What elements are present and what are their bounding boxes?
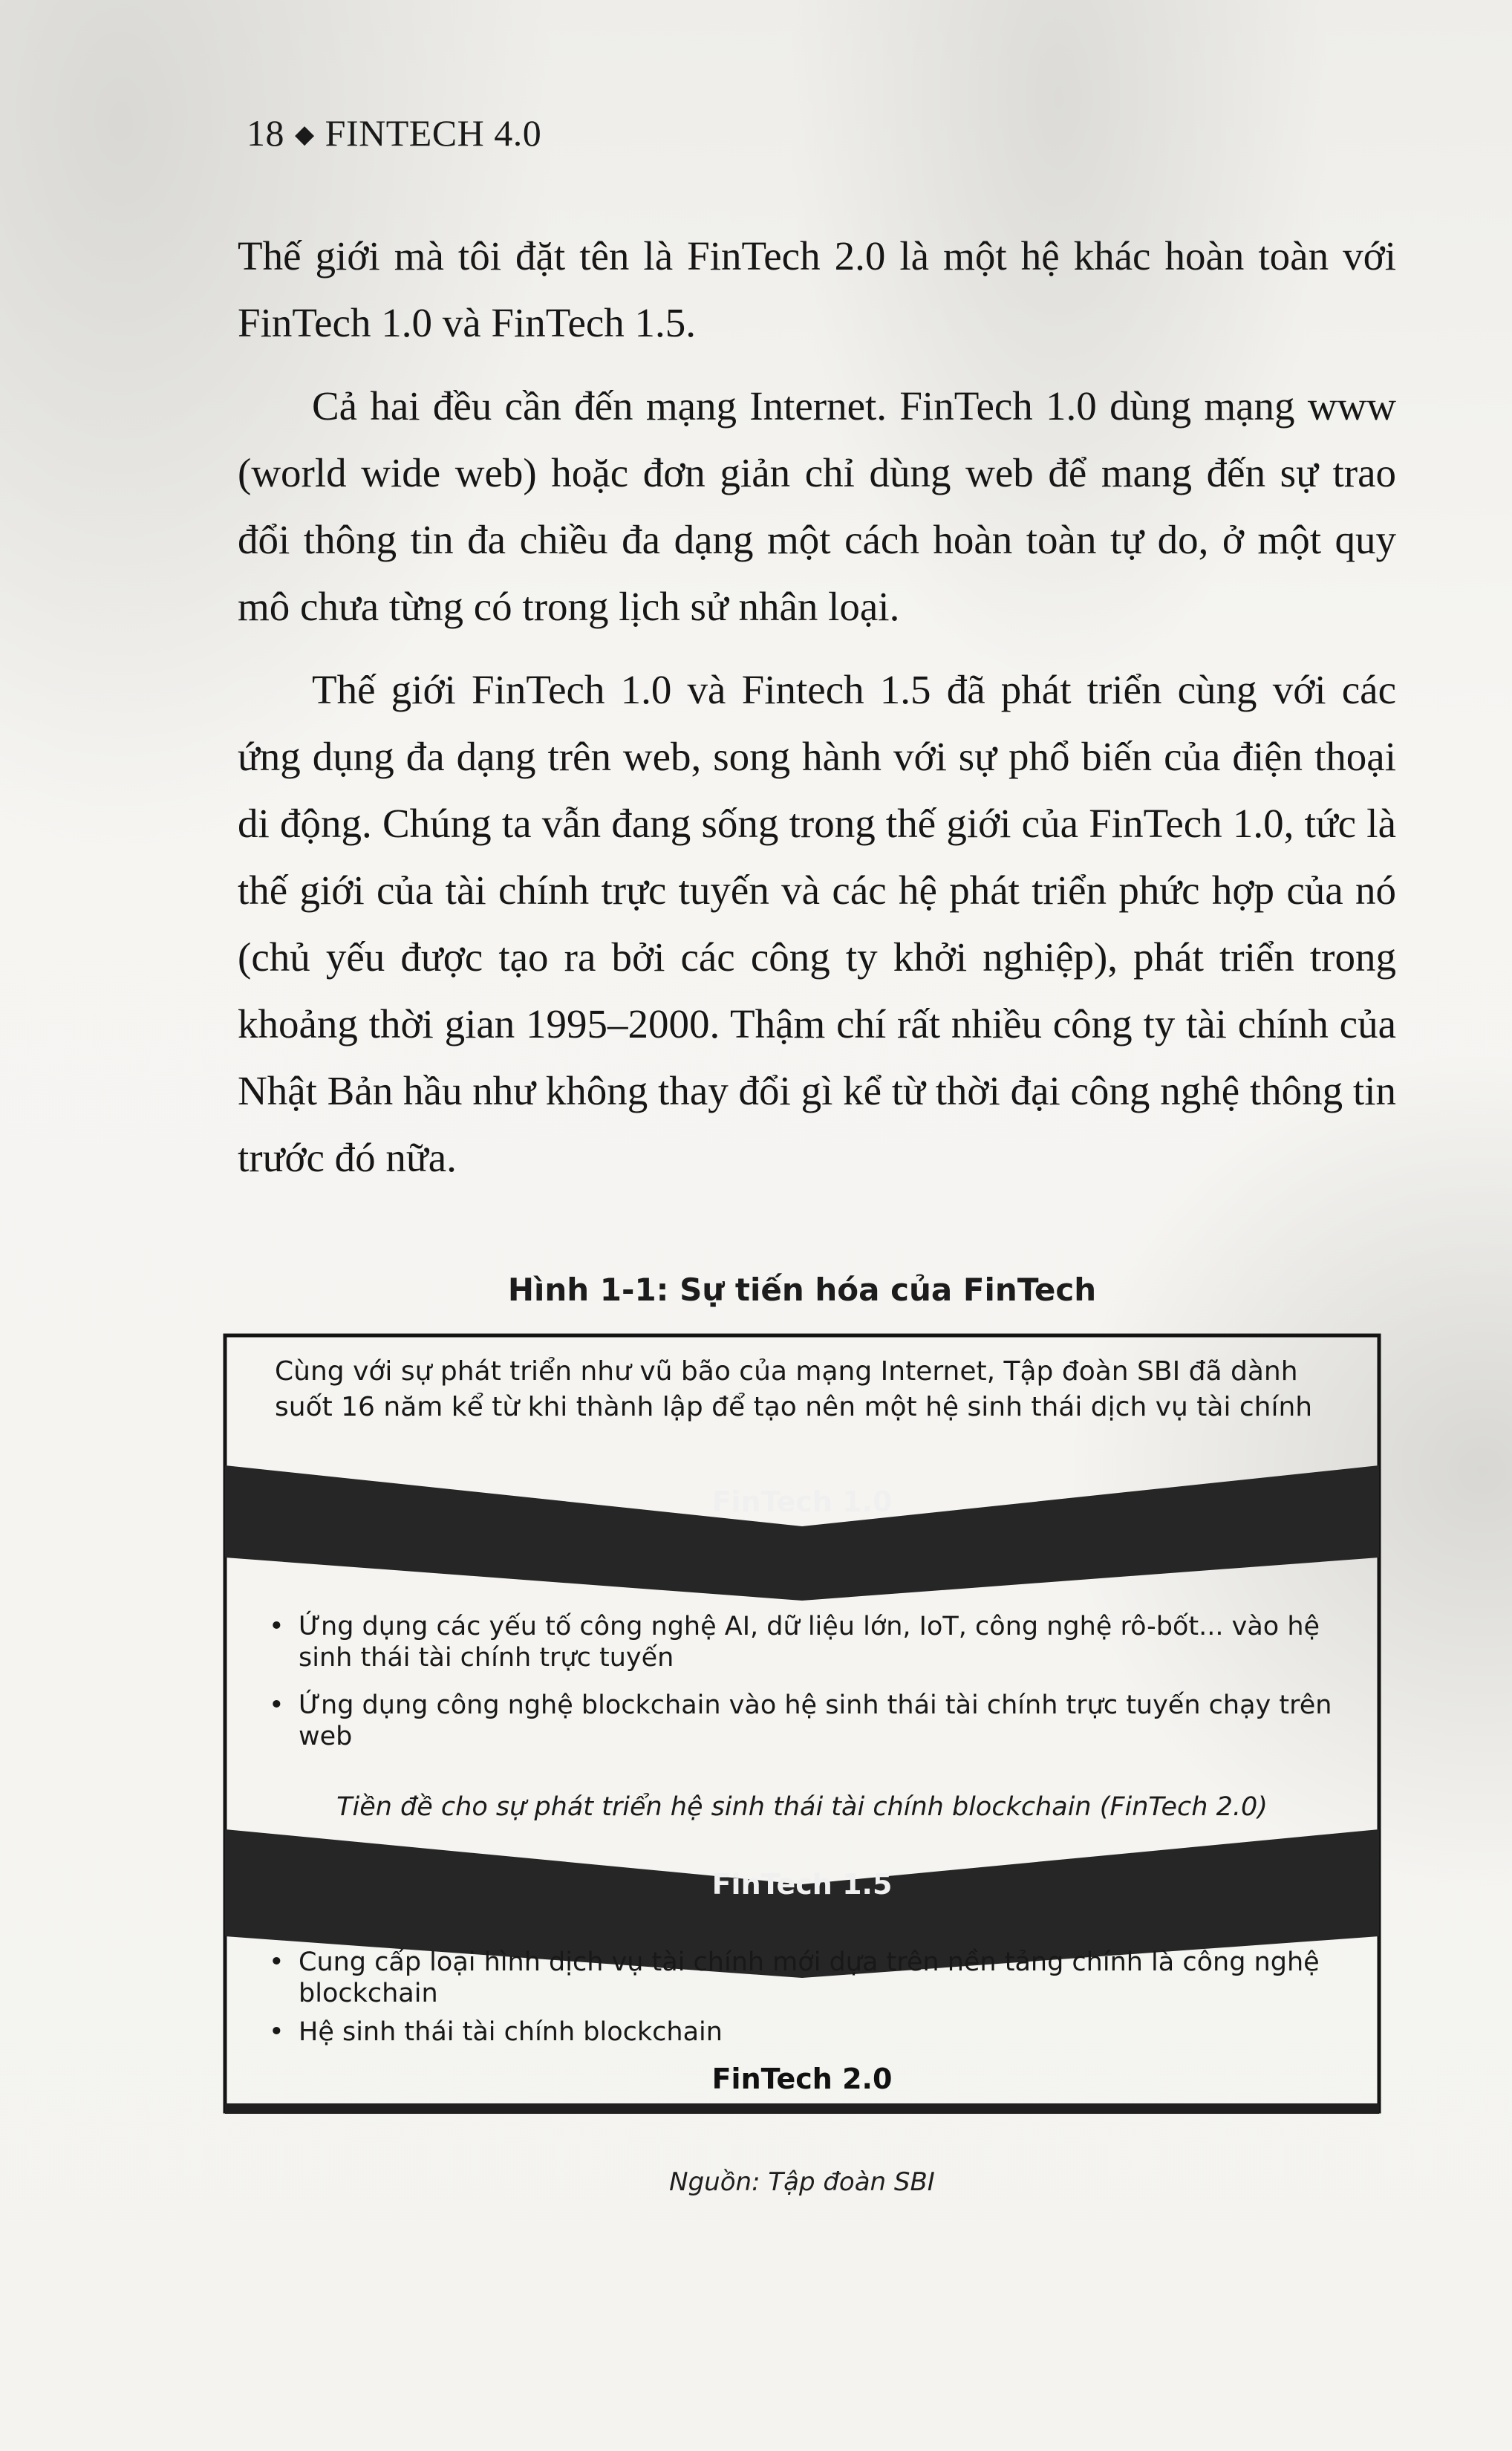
paragraph-2: Cả hai đều cần đến mạng Internet. FinTech 1.0 dùng mạng www (world wide web) hoặc đơn giản chỉ dùng web để mang đến sự trao đổi thông tin đa chiều đa dạng một cách hoàn toàn tự do, ở một quy mô chưa từng có trong lịch sử nhân loại. (238, 383, 1396, 629)
paragraph-1: Thế giới mà tôi đặt tên là FinTech 2.0 là một hệ khác hoàn toàn với FinTech 1.0 và FinTech 1.5. (238, 233, 1396, 345)
stage1-text-line1: Cùng với sự phát triển như vũ bão của mạng Internet, Tập đoàn SBI đã dành (275, 1356, 1298, 1387)
stage2-bullet-1: • Ứng dụng các yếu tố công nghệ AI, dữ liệu lớn, IoT, công nghệ rô-bốt... vào hệ sinh thái tài chính trực tuyến (266, 1611, 1335, 1673)
stage2-bullet-2: • Ứng dụng công nghệ blockchain vào hệ sinh thái tài chính trực tuyến chạy trên web (266, 1690, 1335, 1752)
body-text (238, 223, 1396, 1208)
bottom-rule (225, 2103, 1379, 2114)
stage3-bullets (266, 1947, 1335, 2064)
figure-source: Nguồn: Tập đoàn SBI (669, 2167, 935, 2197)
figure-title: Hình 1-1: Sự tiến hóa của FinTech (507, 1272, 1097, 1308)
stage3-bullet-2: • Hệ sinh thái tài chính blockchain (266, 2017, 1335, 2048)
diamond-separator-icon: ◆ (295, 121, 315, 149)
label-fintech-1-5: FinTech 1.5 (711, 1868, 893, 1901)
premise-text: Tiền đề cho sự phát triển hệ sinh thái tài chính blockchain (FinTech 2.0) (336, 1792, 1268, 1822)
running-head (247, 111, 541, 154)
book-title: FINTECH 4.0 (325, 112, 542, 154)
paragraph-3: Thế giới FinTech 1.0 và Fintech 1.5 đã phát triển cùng với các ứng dụng đa dạng trên web, song hành với sự phổ biến của điện thoại di động. Chúng ta vẫn đang sống trong thế giới của FinTech 1.0, tức là thế giới của tài chính trực tuyến và các hệ phát triển phức hợp của nó (chủ yếu được tạo ra bởi các công ty khởi nghiệp), phát triển trong khoảng thời gian 1995–2000. Thậm chí rất nhiều công ty tài chính của Nhật Bản hầu như không thay đổi gì kể từ thời đại công nghệ thông tin trước đó nữa. (238, 667, 1396, 1180)
stage3-bullet-1: • Cung cấp loại hình dịch vụ tài chính mới dựa trên nền tảng chính là công nghệ blockchain (266, 1947, 1335, 2009)
stage2-bullets (266, 1611, 1335, 1768)
stage1-text-line2: suốt 16 năm kể từ khi thành lập để tạo nên một hệ sinh thái dịch vụ tài chính (275, 1392, 1313, 1422)
label-fintech-2-0: FinTech 2.0 (711, 2063, 893, 2095)
label-fintech-1-0: FinTech 1.0 (711, 1485, 893, 1518)
fintech-evolution-figure (223, 1333, 1381, 2117)
page-number: 18 (247, 112, 284, 154)
